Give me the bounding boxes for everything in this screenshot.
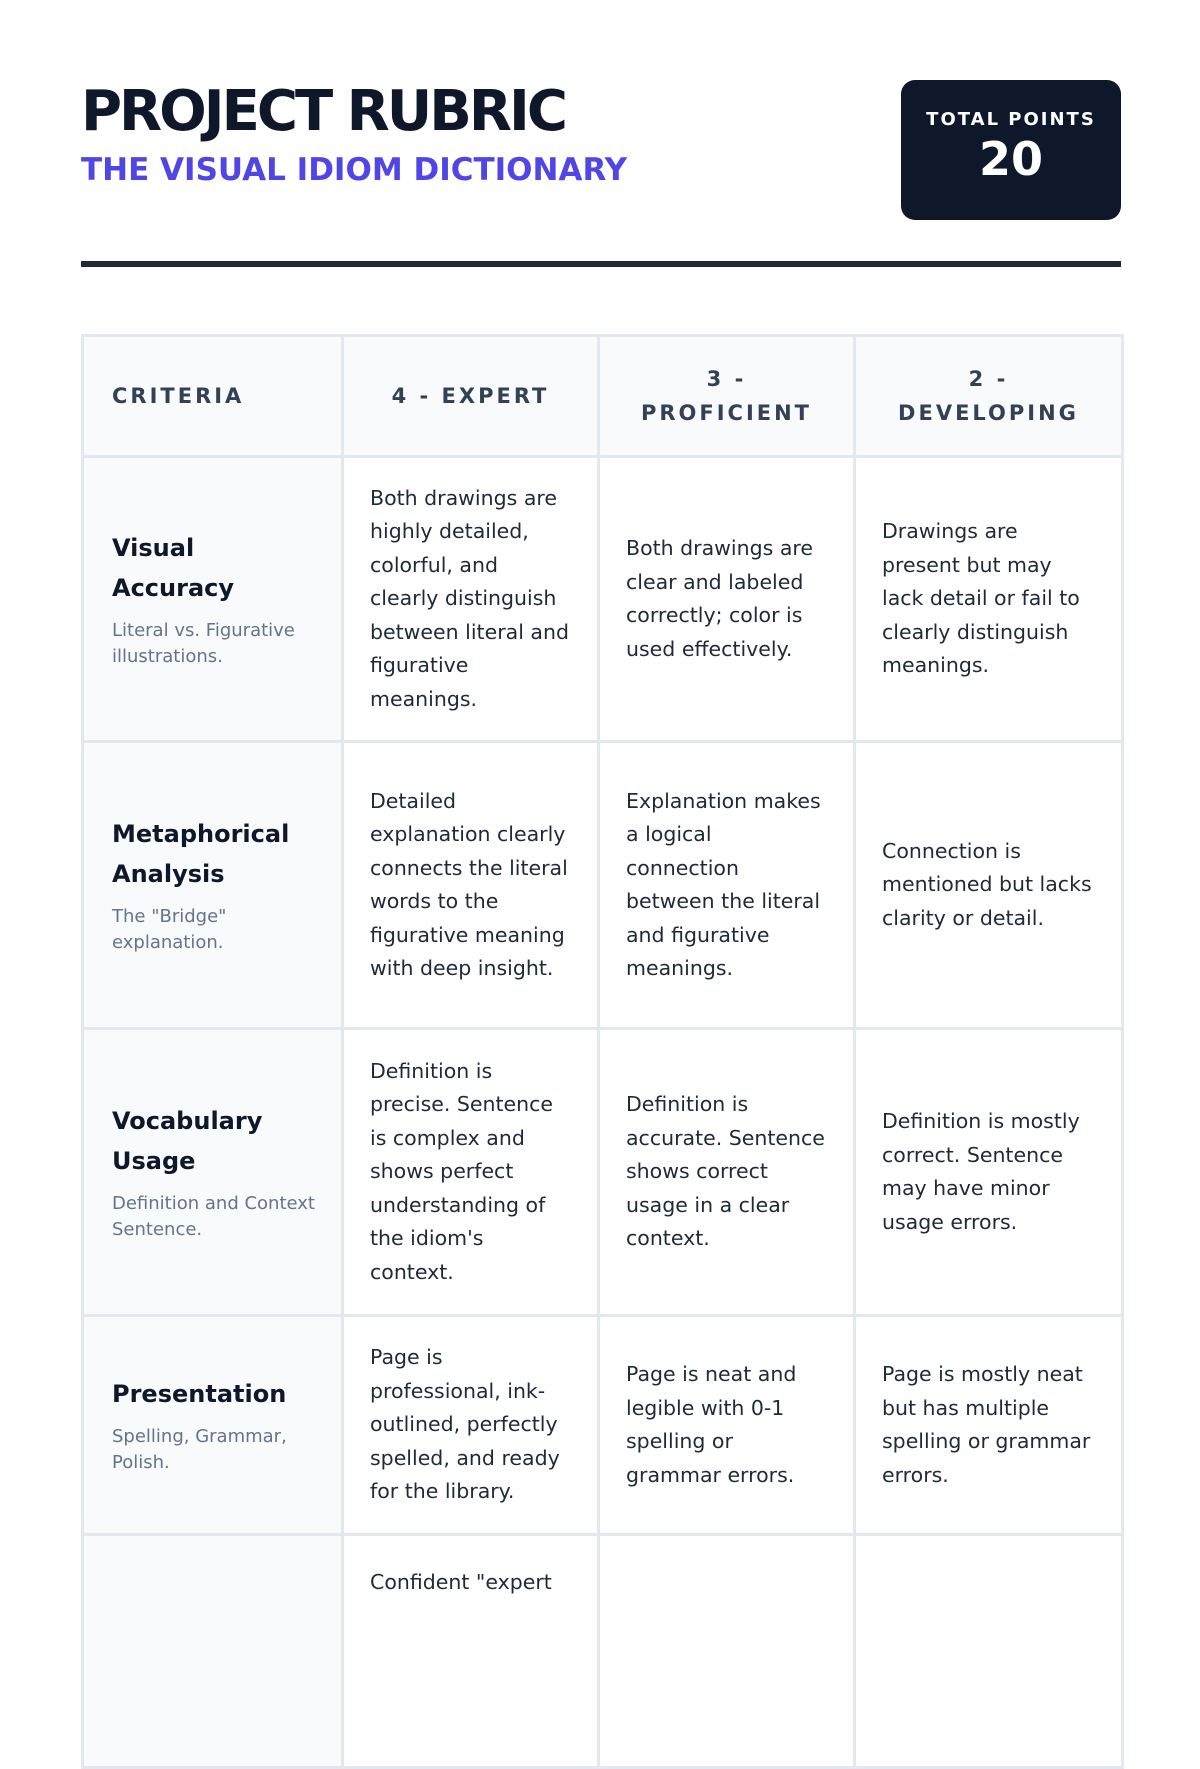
criteria-name: Vocabulary Usage	[112, 1107, 263, 1175]
header	[81, 80, 1121, 220]
page-subtitle: THE VISUAL IDIOM DICTIONARY	[81, 152, 628, 188]
criteria-cell	[83, 1029, 343, 1316]
column-header-developing: 2 - DEVELOPING	[855, 336, 1123, 457]
column-header-criteria: CRITERIA	[83, 336, 343, 457]
table-row	[83, 1029, 1123, 1316]
expert-cell: Page is professional, ink-outlined, perfectly spelled, and ready for the library.	[343, 1316, 599, 1535]
proficient-cell: Definition is accurate. Sentence shows correct usage in a clear context.	[599, 1029, 855, 1316]
table-row	[83, 1535, 1123, 1768]
developing-cell: Drawings are present but may lack detail or fail to clearly distinguish meanings.	[855, 457, 1123, 742]
developing-cell: Connection is mentioned but lacks clarity or detail.	[855, 742, 1123, 1029]
table-row	[83, 457, 1123, 742]
criteria-name: Visual Accuracy	[112, 534, 235, 602]
criteria-description: The "Bridge" explanation.	[112, 906, 227, 953]
criteria-cell	[83, 1316, 343, 1535]
developing-cell: Page is mostly neat but has multiple spelling or grammar errors.	[855, 1316, 1123, 1535]
expert-cell: Detailed explanation clearly connects the literal words to the figurative meaning with deep insight.	[343, 742, 599, 1029]
column-header-proficient: 3 - PROFICIENT	[599, 336, 855, 457]
criteria-cell	[83, 742, 343, 1029]
developing-cell	[855, 1535, 1123, 1768]
total-points-label: TOTAL POINTS	[926, 109, 1096, 130]
criteria-cell	[83, 1535, 343, 1768]
total-points-badge	[901, 80, 1121, 220]
proficient-cell: Both drawings are clear and labeled correctly; color is used effectively.	[599, 457, 855, 742]
proficient-cell: Explanation makes a logical connection between the literal and figurative meanings.	[599, 742, 855, 1029]
header-divider	[81, 261, 1121, 267]
table-header-row	[83, 336, 1123, 457]
column-header-expert: 4 - EXPERT	[343, 336, 599, 457]
criteria-description: Spelling, Grammar, Polish.	[112, 1426, 287, 1473]
rubric-table	[81, 334, 1124, 1769]
criteria-description: Definition and Context Sentence.	[112, 1193, 315, 1240]
table-row	[83, 742, 1123, 1029]
criteria-name: Metaphorical Analysis	[112, 820, 290, 888]
proficient-cell	[599, 1535, 855, 1768]
expert-cell: Confident "expert	[343, 1535, 599, 1768]
expert-cell: Both drawings are highly detailed, colorful, and clearly distinguish between literal and figurative meanings.	[343, 457, 599, 742]
page-title: PROJECT RUBRIC	[81, 79, 565, 144]
expert-cell: Definition is precise. Sentence is complex and shows perfect understanding of the idiom's context.	[343, 1029, 599, 1316]
criteria-cell	[83, 457, 343, 742]
criteria-description: Literal vs. Figurative illustrations.	[112, 620, 295, 667]
developing-cell: Definition is mostly correct. Sentence may have minor usage errors.	[855, 1029, 1123, 1316]
total-points-value: 20	[978, 132, 1043, 186]
table-row	[83, 1316, 1123, 1535]
criteria-name: Presentation	[112, 1380, 287, 1408]
proficient-cell: Page is neat and legible with 0-1 spelling or grammar errors.	[599, 1316, 855, 1535]
